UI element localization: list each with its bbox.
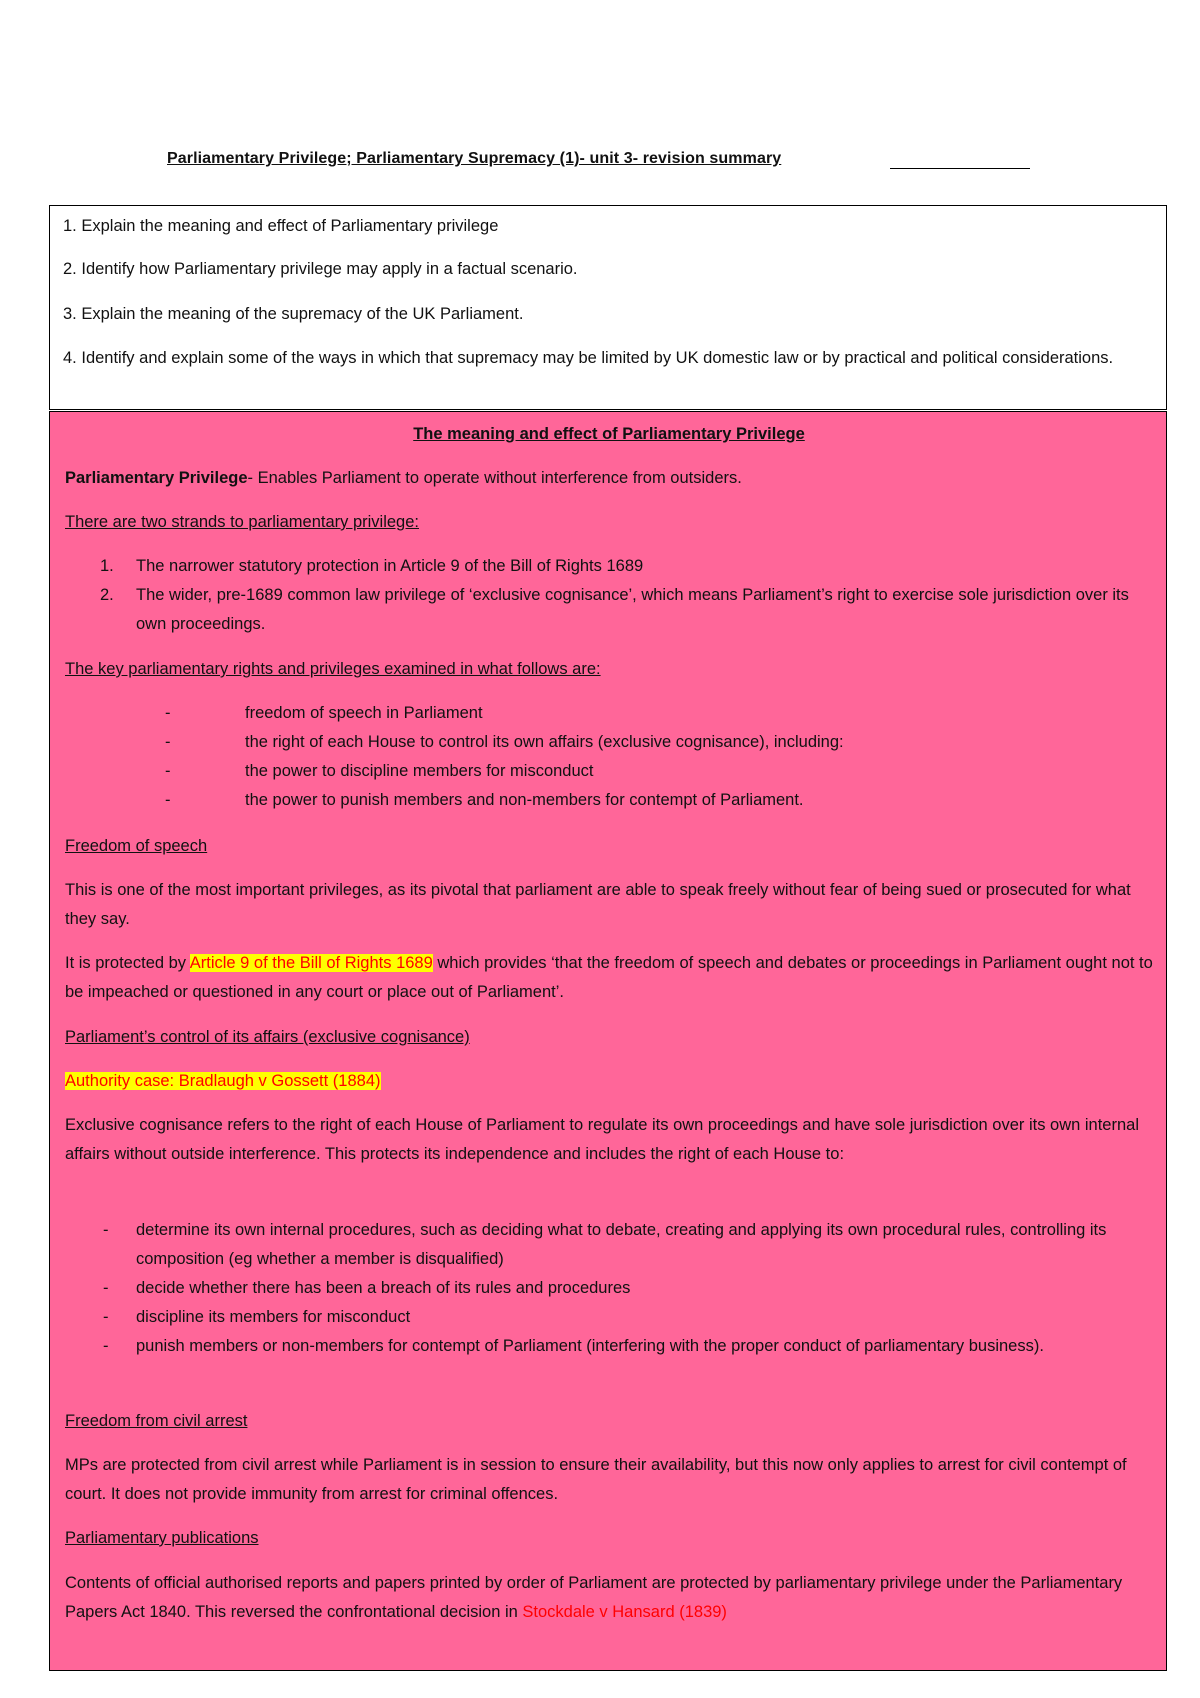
- objective-item: [63, 300, 1158, 328]
- title-underline: [890, 168, 1030, 169]
- exclusive-paragraph: Exclusive cognisance refers to the right of each House of Parliament to regulate its own proceedings and have sole jurisdiction over its own internal affairs without outside interference. This protects its independence and includes the right of each House to:: [65, 1116, 1139, 1163]
- arrest-heading: Freedom from civil arrest: [65, 1412, 248, 1430]
- objective-item: [63, 255, 1158, 283]
- key-item: freedom of speech in Parliament: [245, 704, 483, 722]
- protected-paragraph: [65, 949, 1155, 1007]
- key-item: the power to punish members and non-members for contempt of Parliament.: [245, 791, 804, 809]
- definition-line: [65, 464, 742, 493]
- list-dash: -: [165, 733, 171, 751]
- authority-case-line: [65, 1067, 381, 1096]
- protected-text: It is protected by: [65, 954, 190, 972]
- objective-number: 1.: [63, 217, 77, 235]
- freedom-heading: Freedom of speech: [65, 837, 208, 855]
- authority-case: Authority case: Bradlaugh v Gossett (1884): [65, 1072, 381, 1090]
- list-dash: -: [165, 762, 171, 780]
- control-heading: Parliament’s control of its affairs (exclusive cognisance): [65, 1028, 470, 1046]
- section-heading: The meaning and effect of Parliamentary Privilege: [413, 425, 805, 443]
- key-heading: The key parliamentary rights and privileges examined in what follows are:: [65, 660, 601, 678]
- strand-text: The wider, pre-1689 common law privilege of ‘exclusive cognisance’, which means Parliament’s right to exercise sole jurisdiction over its own proceedings.: [136, 586, 1129, 633]
- objective-item: [63, 212, 1158, 240]
- strand-number: 1.: [100, 557, 114, 575]
- right-item: punish members or non-members for contempt of Parliament (interfering with the proper conduct of parliamentary business).: [136, 1337, 1044, 1355]
- strand-number: 2.: [100, 586, 114, 604]
- objective-number: 3.: [63, 305, 77, 323]
- objective-text: Explain the meaning of the supremacy of the UK Parliament.: [81, 305, 524, 323]
- list-dash: -: [103, 1308, 109, 1326]
- objective-number: 2.: [63, 260, 77, 278]
- definition-term: Parliamentary Privilege: [65, 469, 248, 487]
- key-item: the right of each House to control its own affairs (exclusive cognisance), including:: [245, 733, 844, 751]
- objective-text: Identify how Parliamentary privilege may apply in a factual scenario.: [81, 260, 578, 278]
- objective-item: [63, 344, 1158, 372]
- arrest-paragraph: MPs are protected from civil arrest while Parliament is in session to ensure their availability, but this now only applies to arrest for civil contempt of court. It does not provide immunity from arrest for criminal offences.: [65, 1456, 1127, 1503]
- key-item: the power to discipline members for misconduct: [245, 762, 594, 780]
- summary-panel: [49, 411, 1167, 1671]
- page-title: Parliamentary Privilege; Parliamentary Supremacy (1)- unit 3- revision summary: [167, 150, 782, 167]
- objective-text: Explain the meaning and effect of Parliamentary privilege: [81, 217, 499, 235]
- article-highlight: Article 9 of the Bill of Rights 1689: [189, 954, 433, 972]
- list-dash: -: [165, 791, 171, 809]
- right-item: discipline its members for misconduct: [136, 1308, 411, 1326]
- objective-text: Identify and explain some of the ways in which that supremacy may be limited by UK domestic law or by practical and political considerations.: [81, 349, 1114, 367]
- strands-heading: There are two strands to parliamentary privilege:: [65, 513, 419, 531]
- publications-paragraph: [65, 1569, 1155, 1627]
- objective-number: 4.: [63, 349, 77, 367]
- objectives-box: [49, 205, 1167, 410]
- right-item: decide whether there has been a breach of its rules and procedures: [136, 1279, 631, 1297]
- publications-heading: Parliamentary publications: [65, 1529, 259, 1547]
- right-item: determine its own internal procedures, such as deciding what to debate, creating and applying its own procedural rules, controlling its composition (eg whether a member is disqualified): [136, 1221, 1107, 1268]
- strand-text: The narrower statutory protection in Article 9 of the Bill of Rights 1689: [136, 557, 644, 575]
- definition-text: - Enables Parliament to operate without interference from outsiders.: [247, 469, 742, 487]
- publications-text: Contents of official authorised reports and papers printed by order of Parliament are protected by parliamentary privilege under the Parliamentary Papers Act 1840. This reversed the confrontational decision in: [65, 1574, 1123, 1621]
- list-dash: -: [103, 1337, 109, 1355]
- freedom-paragraph: This is one of the most important privileges, as its pivotal that parliament are able to speak freely without fear of being sued or prosecuted for what they say.: [65, 881, 1131, 928]
- stockdale-case: Stockdale v Hansard (1839): [522, 1603, 727, 1621]
- list-dash: -: [103, 1279, 109, 1297]
- list-dash: -: [165, 704, 171, 722]
- list-dash: -: [103, 1221, 109, 1239]
- protected-text: which provides ‘that the freedom of speech and debates or proceedings in Parliament ought not to be impeached or questioned in any court or place out of Parliament’.: [65, 954, 1153, 1001]
